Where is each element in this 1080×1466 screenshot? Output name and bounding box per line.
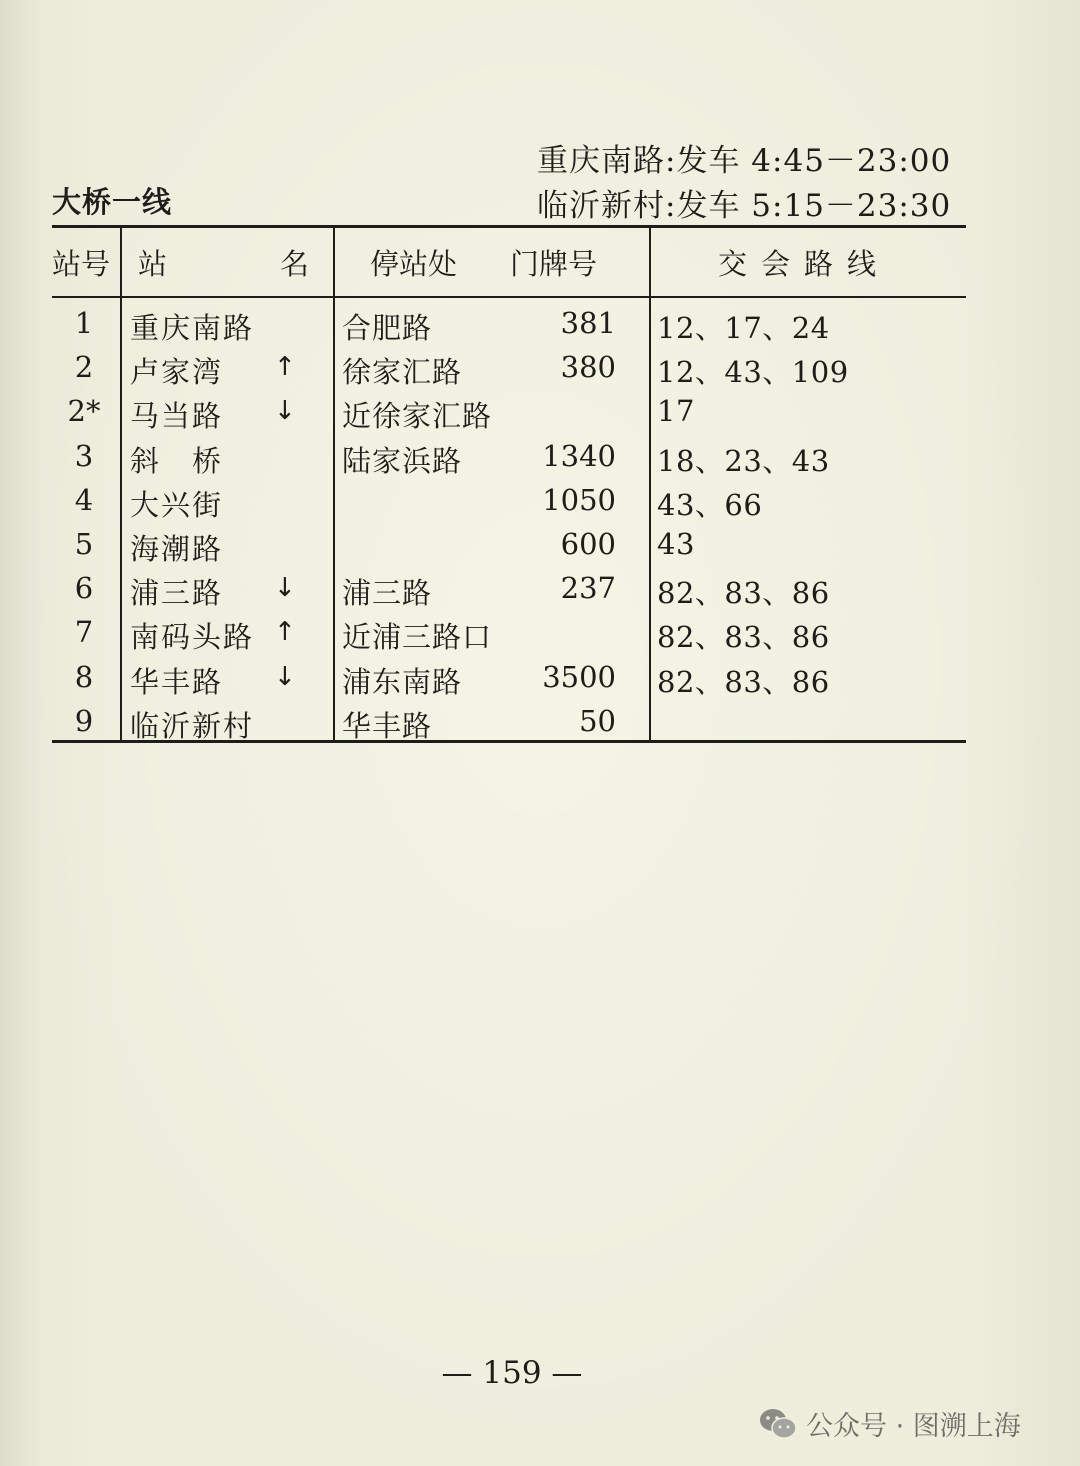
watermark-text: 公众号 · 图溯上海 xyxy=(806,1411,1021,1442)
header-name: 名 xyxy=(280,247,310,281)
stop-place: 合肥路 xyxy=(342,311,433,345)
station-name: 斜 桥 xyxy=(130,443,224,478)
door-number: 380 xyxy=(560,350,616,385)
door-number: 3500 xyxy=(542,659,616,694)
station-number: 2* xyxy=(67,394,101,429)
station-name: 海潮路 xyxy=(130,531,224,566)
connecting-routes: 12、43、109 xyxy=(657,355,849,390)
wechat-icon xyxy=(758,1407,798,1441)
header-number: 站号 xyxy=(52,247,111,281)
station-name: 重庆南路 xyxy=(130,311,255,345)
stop-place: 浦东南路 xyxy=(342,664,463,699)
station-name: 马当路 xyxy=(130,399,224,434)
connecting-routes: 82、83、86 xyxy=(657,664,830,699)
connecting-routes: 43、66 xyxy=(657,487,763,522)
header-door-number: 门牌号 xyxy=(510,247,598,281)
station-number: 3 xyxy=(74,438,94,473)
page-number: — 159 — xyxy=(441,1355,583,1391)
door-number: 237 xyxy=(560,571,616,606)
stops-table xyxy=(52,225,966,743)
station-number: 4 xyxy=(74,482,94,517)
table-row xyxy=(52,658,966,702)
station-number: 5 xyxy=(74,526,94,561)
watermark xyxy=(758,1404,1021,1443)
table-row xyxy=(52,304,966,348)
table-row xyxy=(52,437,966,481)
stop-place: 浦三路 xyxy=(342,576,433,611)
station-name: 大兴街 xyxy=(130,487,224,522)
connecting-routes: 82、83、86 xyxy=(657,620,830,655)
connecting-routes: 12、17、24 xyxy=(657,311,830,345)
station-name: 华丰路 xyxy=(130,664,224,699)
station-number: 6 xyxy=(74,571,94,606)
line-title: 大桥一线 xyxy=(52,185,173,219)
stop-place: 华丰路 xyxy=(342,708,433,743)
header-stop-place: 停站处 xyxy=(370,247,458,281)
table-row xyxy=(52,702,966,746)
station-number: 7 xyxy=(74,615,94,650)
connecting-routes: 43 xyxy=(657,526,695,561)
table-row xyxy=(52,481,966,525)
station-number: 8 xyxy=(74,659,94,694)
direction-arrow-icon: ↓ xyxy=(274,661,296,692)
station-name: 临沂新村 xyxy=(130,708,255,743)
direction-arrow-icon: ↑ xyxy=(274,617,296,648)
door-number: 1050 xyxy=(542,482,616,517)
stop-place: 陆家浜路 xyxy=(342,443,463,478)
stop-place: 近浦三路口 xyxy=(342,620,493,655)
station-name: 浦三路 xyxy=(130,576,224,611)
station-number: 9 xyxy=(74,703,94,738)
header-name: 站 xyxy=(138,247,168,281)
table-row xyxy=(52,392,966,436)
table-row xyxy=(52,525,966,569)
stop-place: 徐家汇路 xyxy=(342,355,463,390)
station-name: 南码头路 xyxy=(130,620,255,655)
connecting-routes: 17 xyxy=(657,394,695,429)
stop-place: 近徐家汇路 xyxy=(342,399,493,434)
table-row xyxy=(52,348,966,392)
door-number: 1340 xyxy=(542,438,616,473)
direction-arrow-icon: ↓ xyxy=(274,396,296,427)
header-connecting-routes: 交会路线 xyxy=(718,247,891,281)
departure-info-1: 重庆南路:发车 4:45－23:00 xyxy=(537,143,952,179)
connecting-routes: 82、83、86 xyxy=(657,576,830,611)
departure-info-2: 临沂新村:发车 5:15－23:30 xyxy=(537,188,952,224)
header-divider xyxy=(52,296,966,298)
station-number: 2 xyxy=(74,350,94,385)
door-number: 600 xyxy=(560,526,616,561)
table-row xyxy=(52,613,966,657)
direction-arrow-icon: ↓ xyxy=(274,573,296,604)
station-name: 卢家湾 xyxy=(130,355,224,390)
table-body xyxy=(52,304,966,746)
door-number: 381 xyxy=(560,306,616,340)
door-number: 50 xyxy=(579,703,616,738)
connecting-routes: 18、23、43 xyxy=(657,443,830,478)
table-row xyxy=(52,569,966,613)
direction-arrow-icon: ↑ xyxy=(274,352,296,383)
station-number: 1 xyxy=(74,306,94,340)
